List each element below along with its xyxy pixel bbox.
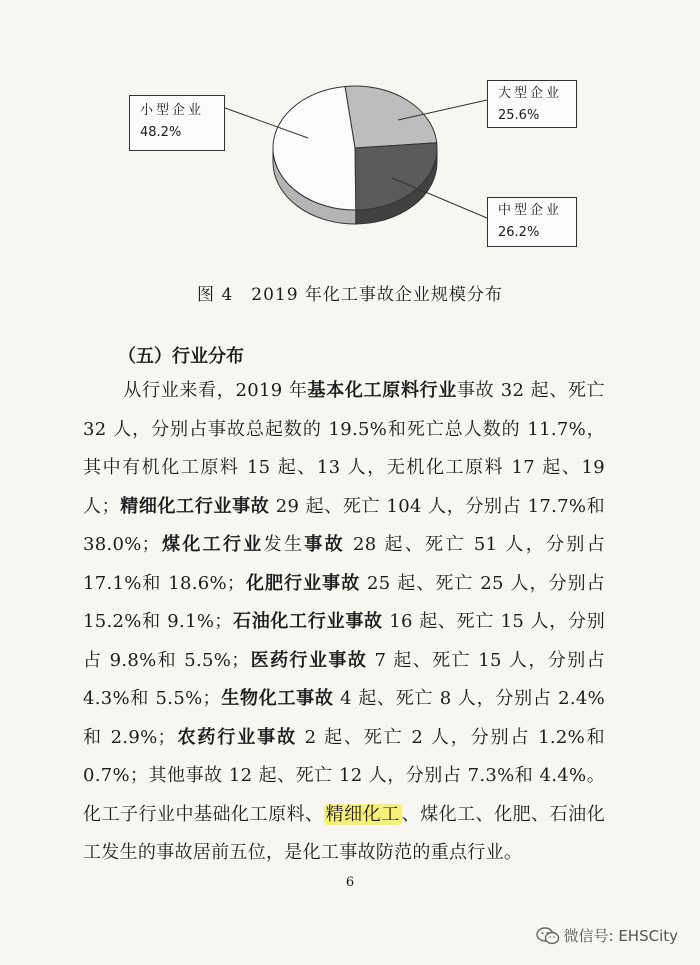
pie-top (273, 86, 437, 210)
text-run: 29 起、死亡 104 人，分别占 17.7%和 38.0%； (83, 495, 605, 555)
bold-run: 基本化工原料行业 (307, 380, 457, 401)
text-run: 、煤化工、化肥、石油化工发生的事故居前五位，是化工事故防范的重点行业。 (83, 803, 605, 863)
bold-run: 石油化工行业事故 (232, 611, 383, 632)
watermark-text: 微信号: EHSCity (563, 927, 678, 945)
legend-large-enterprise (487, 80, 577, 128)
watermark (536, 925, 679, 946)
pie-chart (0, 0, 700, 270)
legend-small-enterprise (129, 95, 225, 151)
bold-run: 煤化工行业 (159, 534, 264, 555)
figure-caption: 图 4 2019 年化工事故企业规模分布 (197, 285, 503, 305)
label-medium-enterprise: 中型企业 (498, 203, 563, 218)
bold-run: 化肥行业事故 (245, 572, 361, 594)
bold-run: 事故 (304, 534, 345, 555)
wechat-icon (536, 927, 560, 945)
text-run: 16 起、死亡 15 人，分别占 9.8%和 5.5%； (83, 611, 606, 671)
text-run: 25 起、死亡 25 人，分别占 15.2%和 9.1%； (83, 572, 605, 632)
pie-slice-0 (345, 86, 437, 148)
bold-run: 医药行业事故 (249, 649, 368, 671)
bold-run: 生物化工事故 (220, 688, 334, 709)
bold-run: 农药行业事故 (175, 726, 298, 748)
highlighted-run: 精细化工 (325, 803, 400, 825)
legend-medium-enterprise (487, 197, 577, 247)
text-run: 从行业来看，2019 年 (123, 380, 308, 401)
label-large-enterprise: 大型企业 (498, 86, 563, 101)
pie-slice-1 (355, 143, 437, 210)
label-small-enterprise: 小型企业 (140, 103, 205, 118)
text-run: 事故 32 起、死亡 32 人，分别占事故总起数的 19.5%和死亡总人数的 11.7%，其中有机化工原料 15 起、13 人，无机化工原料 17 起、19 人； (83, 380, 605, 517)
text-run: 28 起、死亡 51 人，分别占 17.1%和 18.6%； (83, 534, 606, 594)
text-run: 2 起、死亡 2 人，分别占 1.2%和 0.7%；其他事故 12 起、死亡 12 人，分别占 7.3%和 4.4%。化工子行业中基础化工原料、 (83, 726, 605, 825)
text-run: 发生 (263, 534, 305, 555)
text-run: 4 起、死亡 8 人，分别占 2.4%和 2.9%； (83, 688, 605, 748)
page-number: 6 (345, 875, 355, 890)
value-medium-enterprise: 26.2% (498, 225, 540, 240)
section-heading: （五）行业分布 (118, 346, 244, 367)
value-large-enterprise: 25.6% (498, 108, 540, 123)
value-small-enterprise: 48.2% (140, 125, 182, 140)
text-run: 7 起、死亡 15 人，分别占 4.3%和 5.5%； (83, 649, 605, 709)
body-paragraph (83, 372, 605, 873)
bold-run: 精细化工行业事故 (119, 495, 270, 517)
